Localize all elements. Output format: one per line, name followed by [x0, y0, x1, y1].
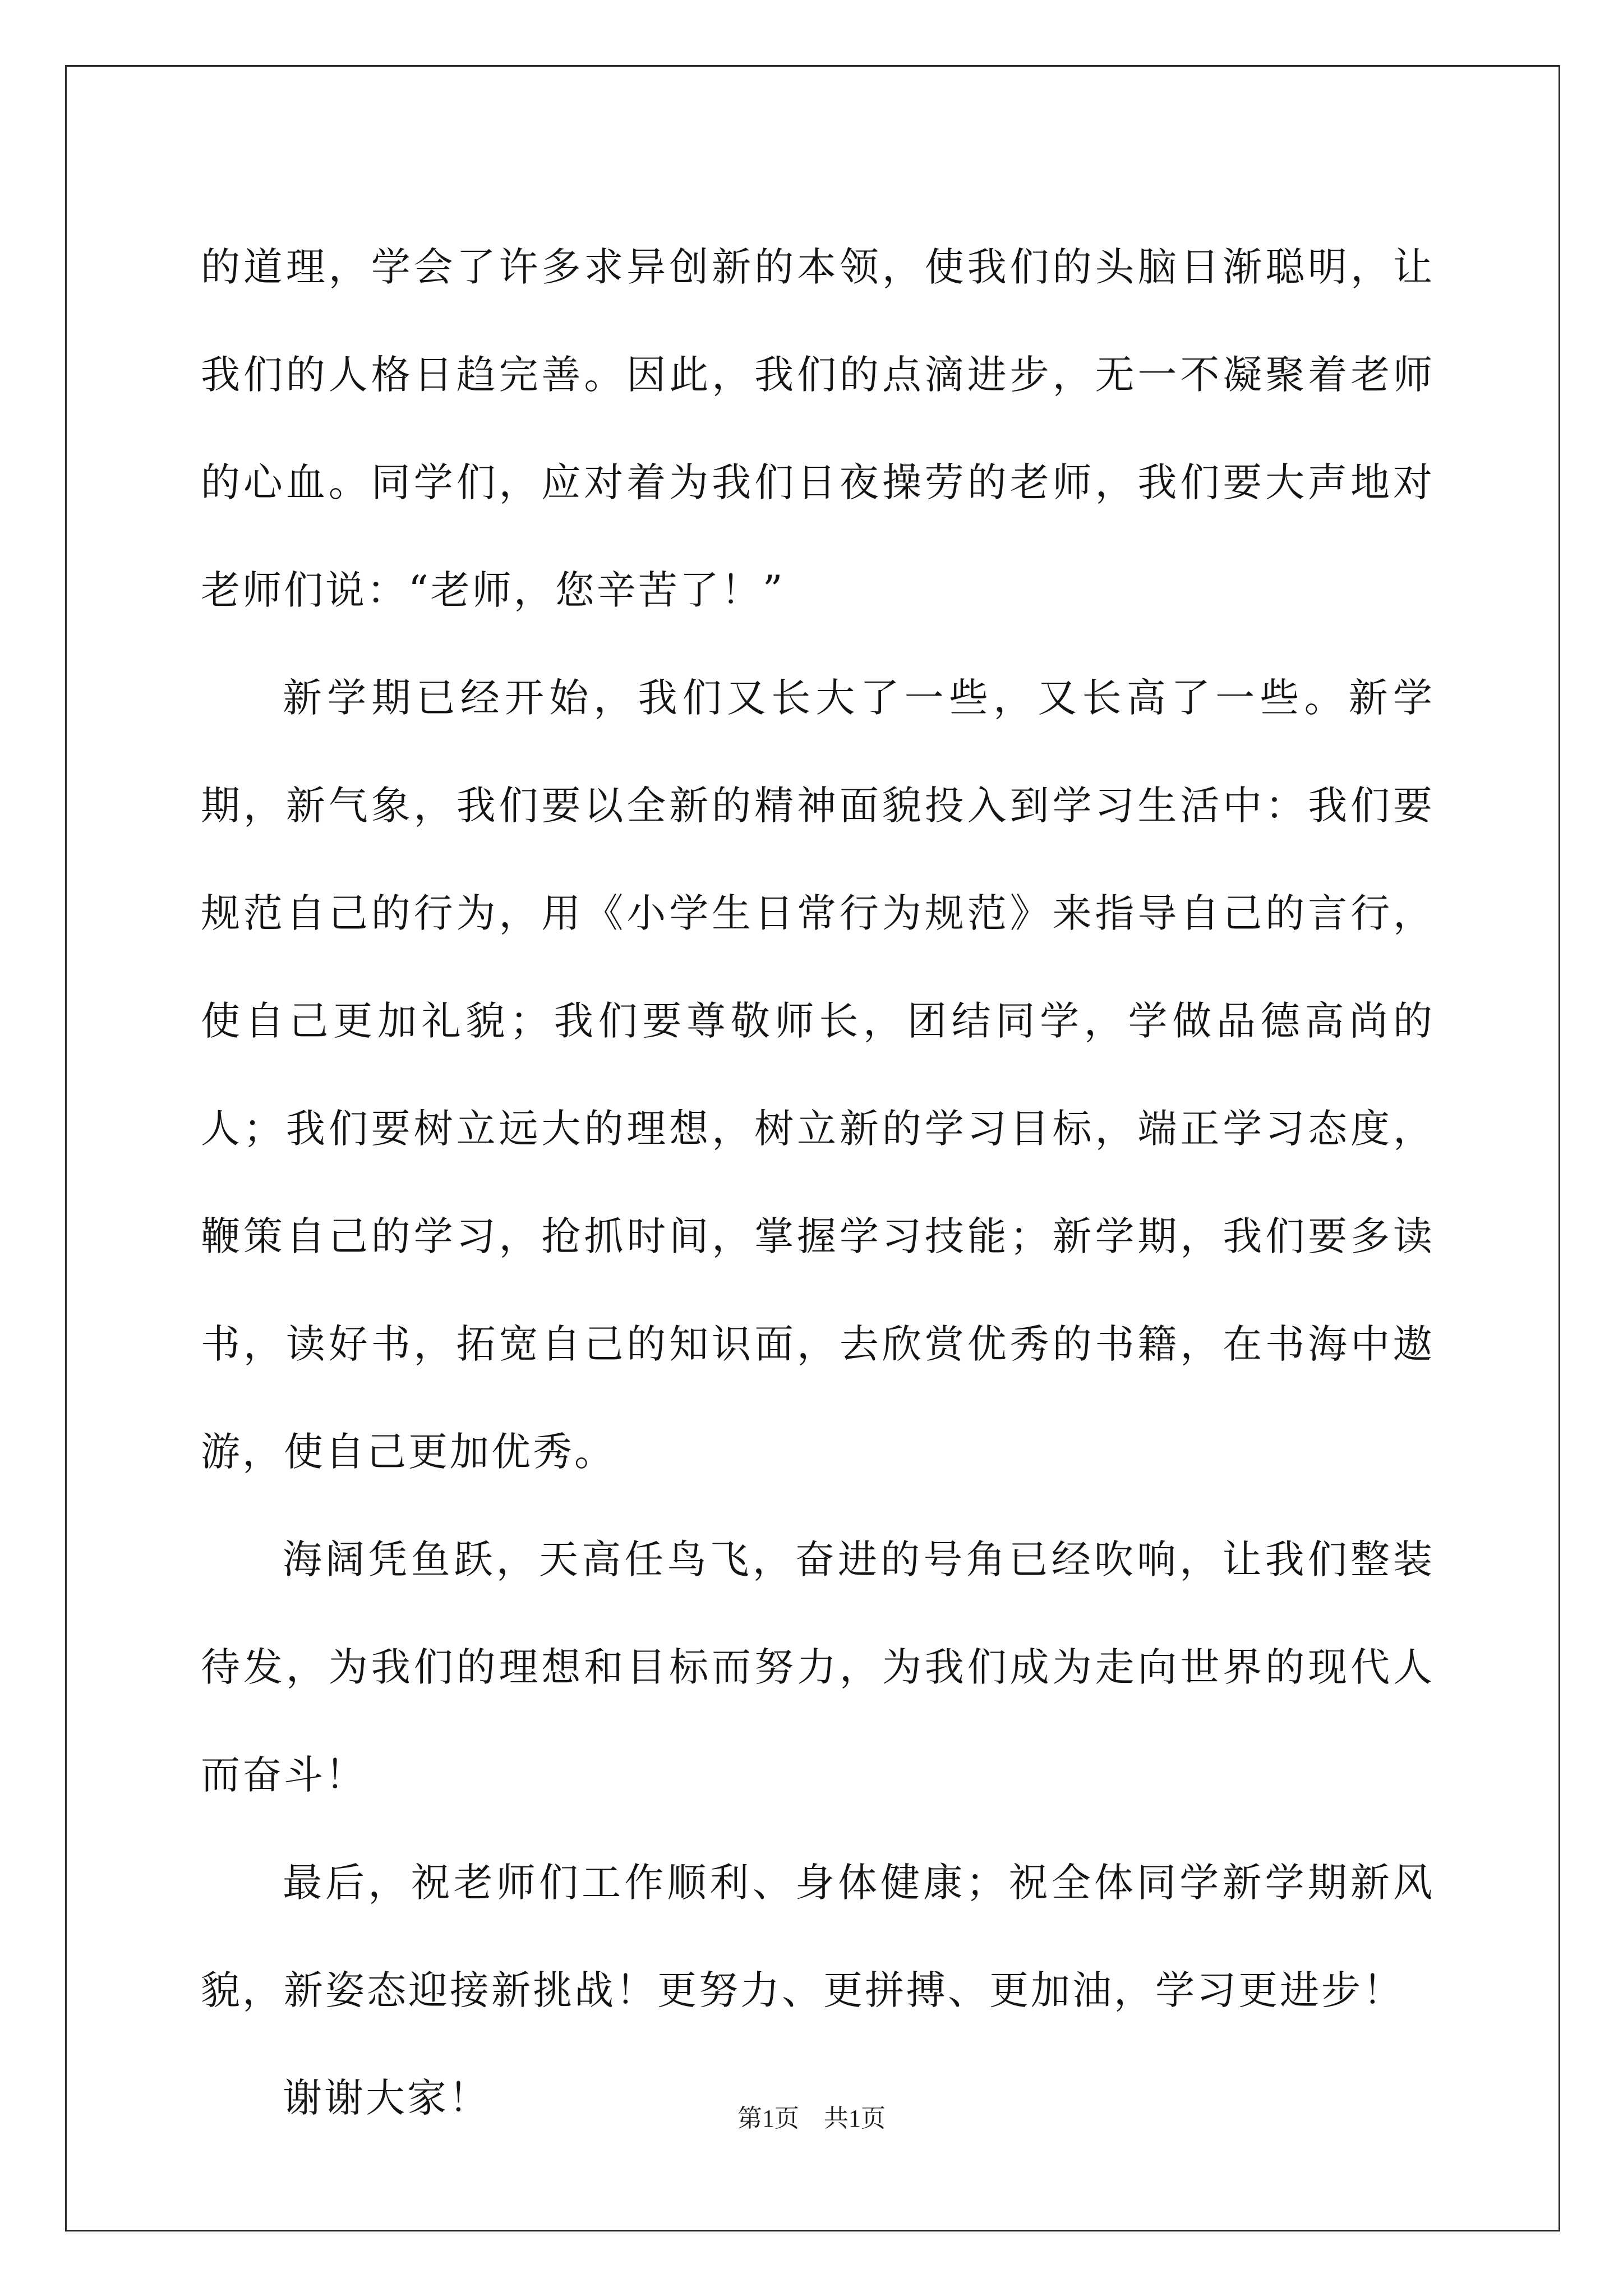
page-footer — [0, 2098, 1623, 2134]
paragraph-thanks: 谢谢大家！ — [283, 2075, 490, 2121]
page-total-label: 共1页 — [824, 2105, 886, 2132]
paragraph-closing-wishes: 最后，祝老师们工作顺利、身体健康；祝全体同学新学期新风貌，新姿态迎接新挑战！更努力、更拼搏、更加油，学习更进步！ — [201, 1860, 1435, 2013]
paragraph-call-to-action: 海阔凭鱼跃，天高任鸟飞，奋进的号角已经吹响，让我们整装待发，为我们的理想和目标而努力，为我们成为走向世界的现代人而奋斗！ — [201, 1536, 1435, 1798]
paragraph-continuation: 的道理，学会了许多求异创新的本领，使我们的头脑日渐聪明，让我们的人格日趋完善。因此，我们的点滴进步，无一不凝聚着老师的心血。同学们，应对着为我们日夜操劳的老师，我们要大声地对老师们说：“老师，您辛苦了！” — [201, 244, 1435, 613]
document-body — [201, 213, 1435, 2152]
page-number-label: 第1页 — [737, 2105, 799, 2132]
paragraph-new-semester: 新学期已经开始，我们又长大了一些，又长高了一些。新学期，新气象，我们要以全新的精神面貌投入到学习生活中：我们要规范自己的行为，用《小学生日常行为规范》来指导自己的言行，使自己更加礼貌；我们要尊敬师长，团结同学，学做品德高尚的人；我们要树立远大的理想，树立新的学习目标，端正学习态度，鞭策自己的学习，抢抓时间，掌握学习技能；新学期，我们要多读书，读好书，拓宽自己的知识面，去欣赏优秀的书籍，在书海中遨游，使自己更加优秀。 — [201, 675, 1435, 1475]
